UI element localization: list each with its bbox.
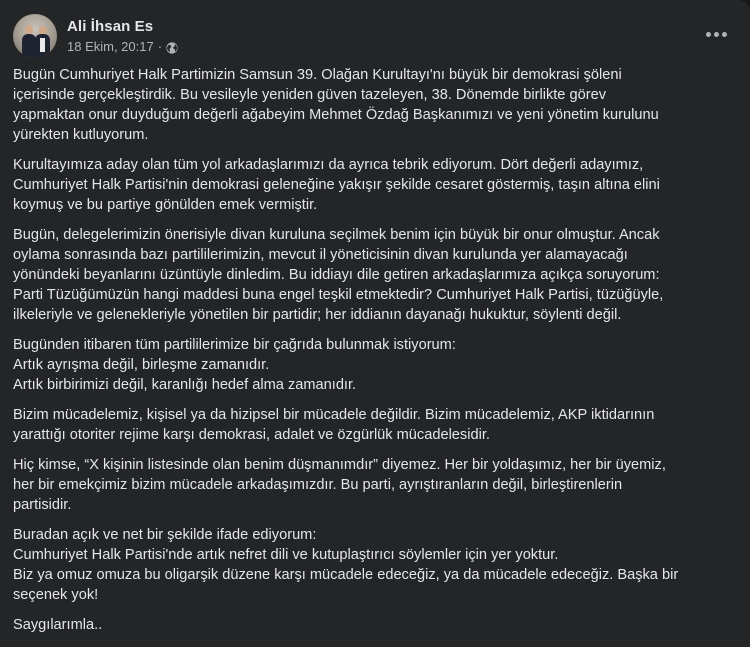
post-paragraph (13, 335, 741, 395)
avatar-person-head (25, 25, 33, 34)
post-timestamp[interactable]: 18 Ekim, 20:17 (67, 38, 154, 54)
post-subline (67, 38, 178, 56)
post-line: partisidir. (13, 497, 72, 513)
more-options-icon-dot (706, 32, 711, 37)
avatar[interactable] (13, 14, 57, 58)
post-line: Saygılarımla.. (13, 617, 103, 633)
post-paragraph (13, 65, 741, 145)
post-line: Bugün, delegelerimizin önerisiyle divan kuruluna seçilmek benim için büyük bir onur olmuştur. Ancak (13, 227, 660, 243)
post-line: Kurultayımıza aday olan tüm yol arkadaşlarımızı da ayrıca tebrik ediyorum. Dört değerli adayımız, (13, 157, 644, 173)
avatar-person-body (22, 34, 36, 58)
post-line: Bugünden itibaren tüm partililerimize bir çağrıda bulunmak istiyorum: (13, 337, 456, 353)
post-line: Bugün Cumhuriyet Halk Partimizin Samsun 39. Olağan Kurultayı'nı büyük bir demokrasi şöleni (13, 67, 622, 83)
post-paragraph (13, 615, 741, 635)
post-line: yönündeki beyanlarını üzüntüyle dinledim. Bu iddiayı dile getiren arkadaşlarımıza açıkça soruyorum: (13, 267, 660, 283)
post-line: Cumhuriyet Halk Partisi'nin demokrasi geleneğine yakışır şekilde cesaret göstermiş, taşın altına elini (13, 177, 660, 193)
post-line: seçenek yok! (13, 587, 99, 603)
post-paragraph (13, 155, 741, 215)
post-line: oylama sonrasında bazı partililerimizin, mevcut il yöneticisinin divan kurulunda yer alamayacağı (13, 247, 628, 263)
post-paragraph (13, 225, 741, 325)
post-line: Buradan açık ve net bir şekilde ifade ediyorum: (13, 527, 317, 543)
more-options-icon-dot (714, 32, 719, 37)
author-name[interactable]: Ali İhsan Es (67, 17, 154, 35)
avatar-shirt (40, 38, 45, 52)
more-options-button[interactable] (698, 22, 734, 46)
post-line: yapmaktan onur duyduğum değerli ağabeyim Mehmet Özdağ Başkanımızı ve yeni yönetim kurulunu (13, 107, 659, 123)
globe-icon[interactable] (166, 41, 178, 53)
post-line: koymuş ve bu partiye gönülden emek vermiştir. (13, 197, 318, 213)
post-paragraph (13, 405, 741, 445)
post-line: yarattığı otoriter rejime karşı demokrasi, adalet ve özgürlük mücadelesidir. (13, 427, 490, 443)
post-line: yürekten kutluyorum. (13, 127, 149, 143)
post-line: Bizim mücadelemiz, kişisel ya da hizipsel bir mücadele değildir. Bizim mücadelemiz, AKP iktidarının (13, 407, 655, 423)
post-meta (67, 17, 178, 56)
more-options-icon-dot (722, 32, 727, 37)
post-paragraph (13, 525, 741, 605)
post-line: Cumhuriyet Halk Partisi'nde artık nefret dili ve kutuplaştırıcı söylemler için yer yoktur. (13, 547, 559, 563)
post-line: her bir emekçimiz bizim mücadele arkadaşımızdır. Bu parti, ayrıştıranların değil, birleştirenlerin (13, 477, 623, 493)
post-line: içerisinde gerçekleştirdik. Bu vesileyle yeniden güven tazeleyen, 38. Dönemde birlikte görev (13, 87, 606, 103)
post-line: ilkeleriyle ve gelenekleriyle yönetilen bir partidir; her iddianın dayanağı hukuktur, söylenti değil. (13, 307, 622, 323)
post-line: Artık birbirimizi değil, karanlığı hedef alma zamanıdır. (13, 377, 357, 393)
post-line: Biz ya omuz omuza bu oligarşik düzene karşı mücadele edeceğiz, ya da mücadele edeceğiz. Başka bir (13, 567, 679, 583)
post-body (13, 65, 741, 645)
post-paragraph (13, 455, 741, 515)
post-line: Hiç kimse, “X kişinin listesinde olan benim düşmanımdır” diyemez. Her bir yoldaşımız, her bir üyemiz, (13, 457, 666, 473)
post-line: Parti Tüzüğümüzün hangi maddesi buna engel teşkil etmektedir? Cumhuriyet Halk Partisi, tüzüğüyle, (13, 287, 664, 303)
separator-dot: · (157, 38, 163, 54)
post-header (13, 14, 178, 58)
post-line: Artık ayrışma değil, birleşme zamanıdır. (13, 357, 270, 373)
